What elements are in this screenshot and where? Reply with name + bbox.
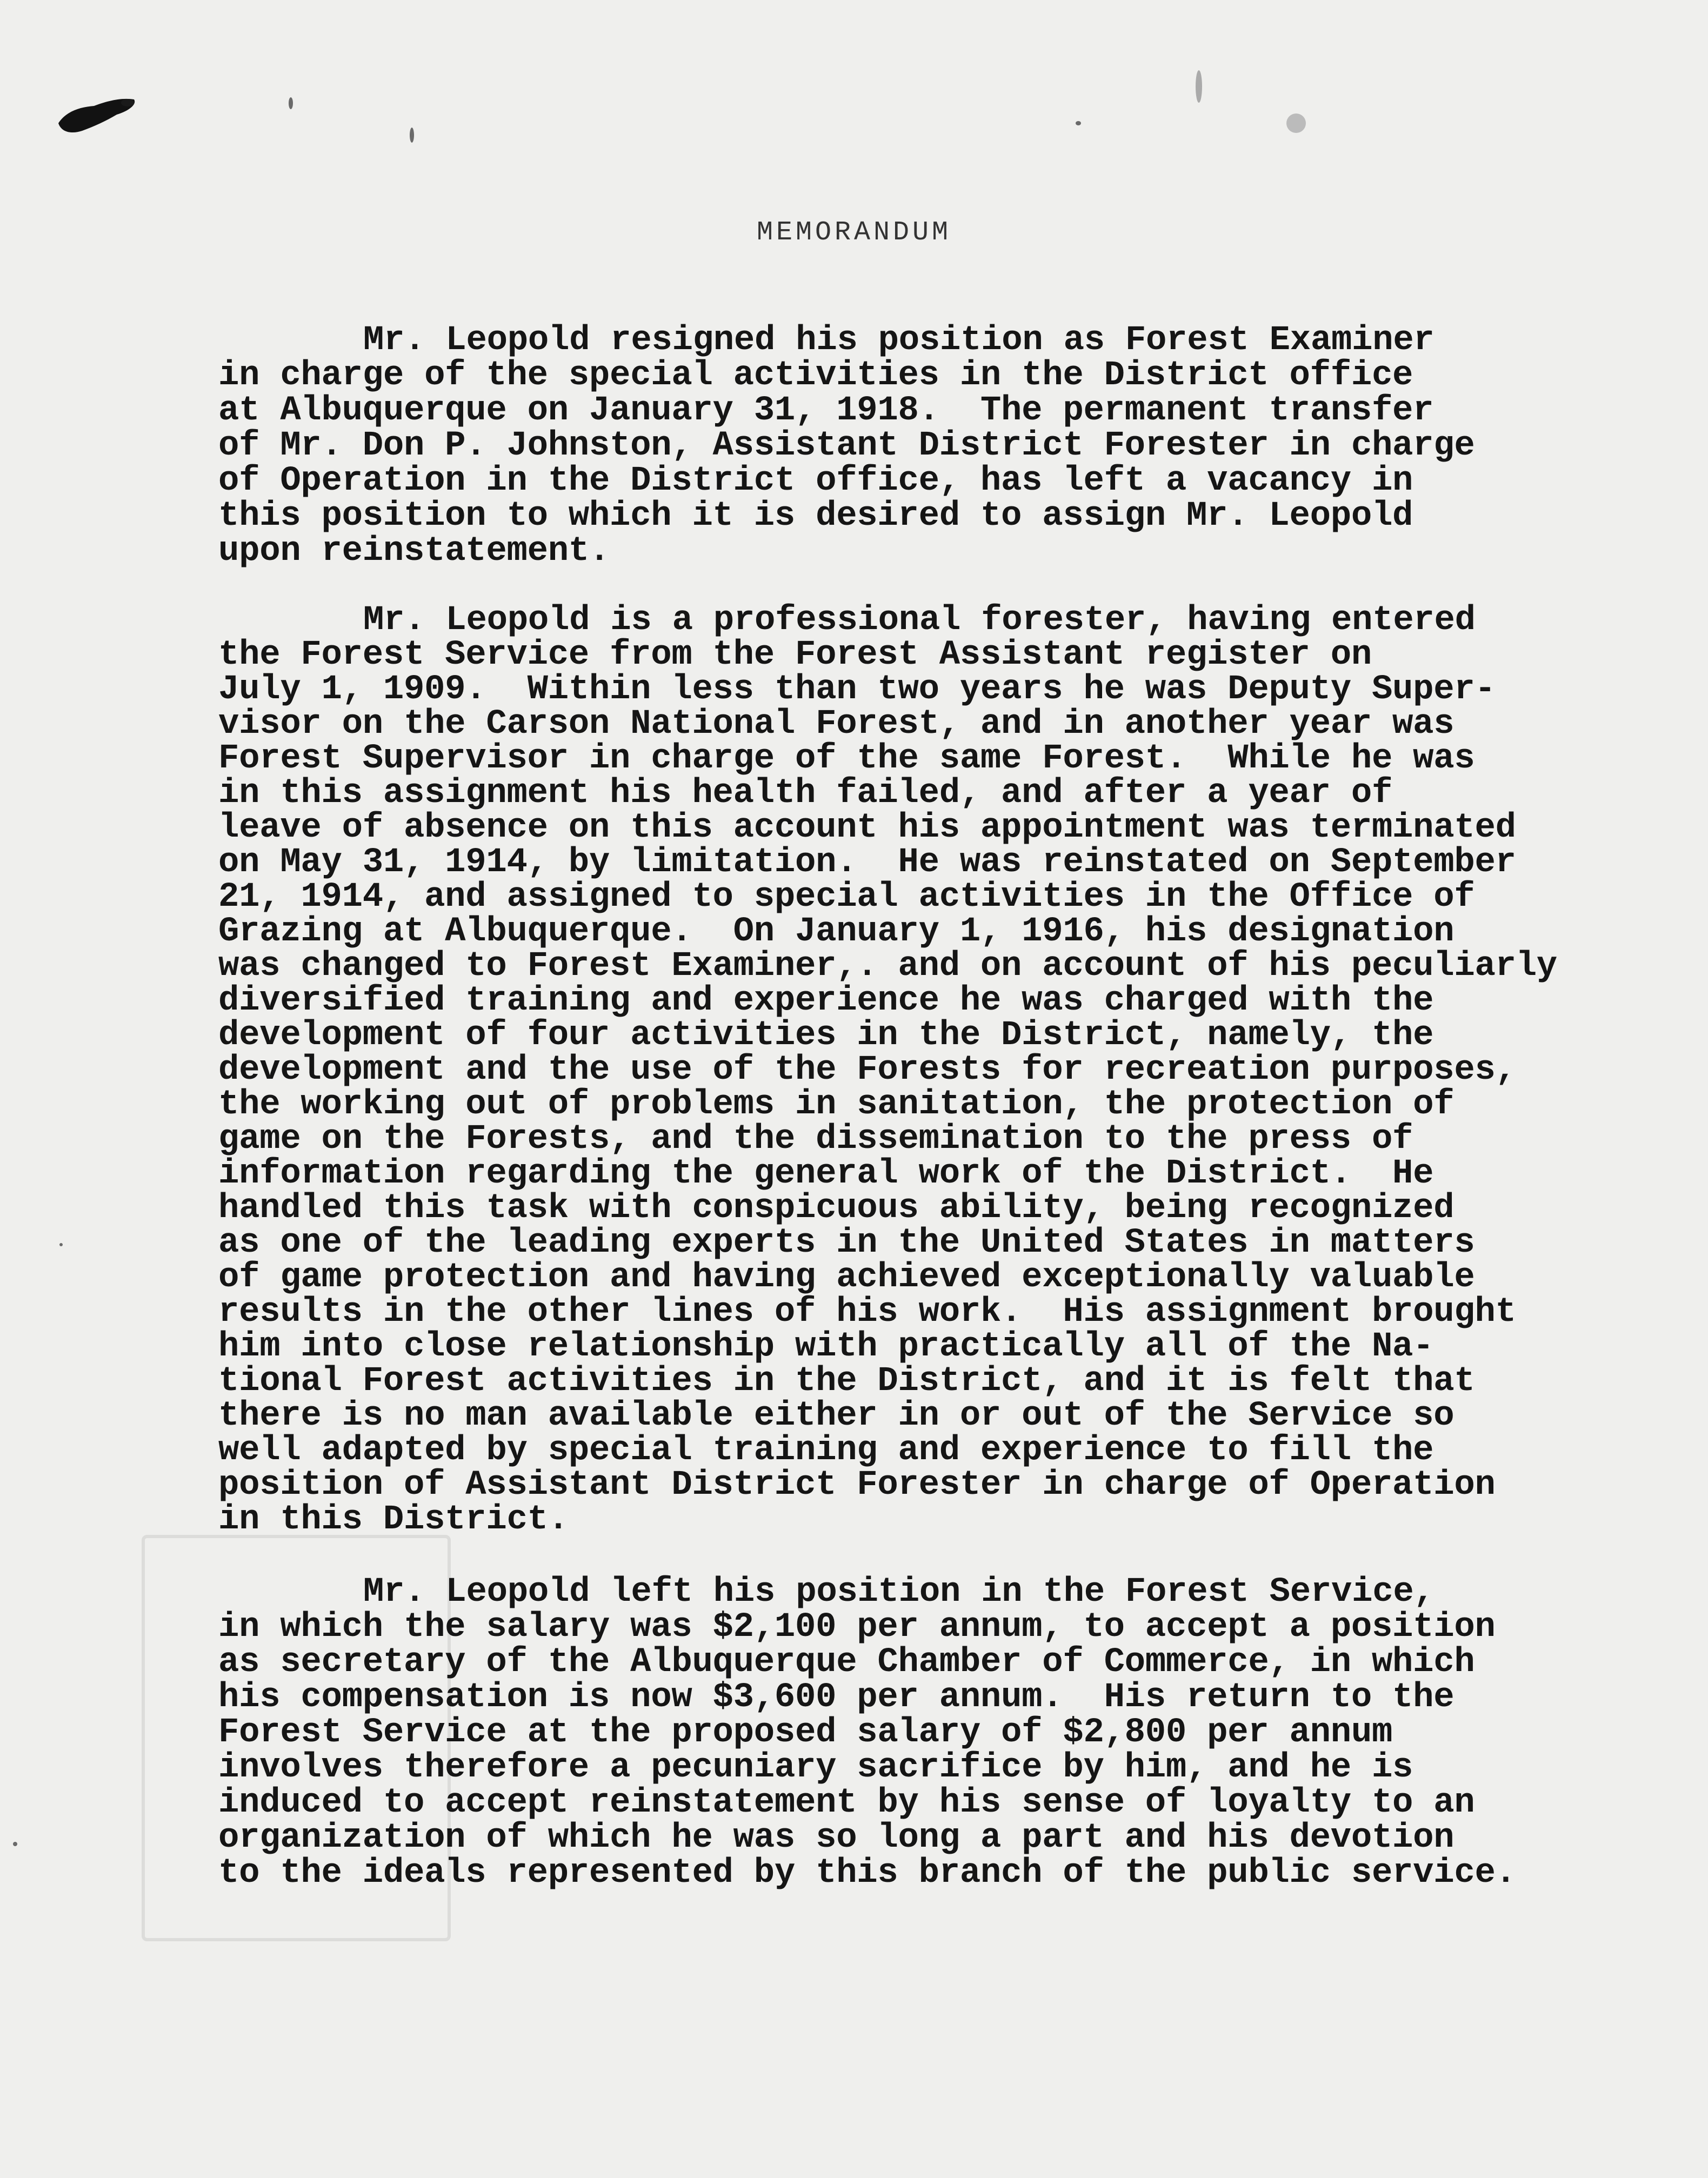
- ink-blot-mark: [56, 95, 137, 135]
- paragraph-3-line: Forest Service at the proposed salary of $2,800 per annum: [218, 1713, 1393, 1752]
- paragraph-1-line: in charge of the special activities in the District office: [218, 356, 1413, 395]
- speck-mark: [289, 97, 293, 109]
- paragraph-2-line: Mr. Leopold is a professional forester, having entered: [363, 601, 1476, 640]
- paragraph-1-line: upon reinstatement.: [218, 532, 610, 571]
- paragraph-2-line: Forest Supervisor in charge of the same Forest. While he was: [218, 739, 1475, 778]
- paragraph-1-line: this position to which it is desired to assign Mr. Leopold: [218, 497, 1413, 536]
- speck-mark: [1286, 113, 1306, 133]
- paragraph-2-line: development of four activities in the District, namely, the: [218, 1016, 1434, 1055]
- paragraph-1-line: of Mr. Don P. Johnston, Assistant District Forester in charge: [218, 426, 1475, 465]
- paragraph-2-line: on May 31, 1914, by limitation. He was reinstated on September: [218, 843, 1516, 882]
- paragraph-2-line: visor on the Carson National Forest, and in another year was: [218, 705, 1455, 744]
- paragraph-2-line: in this District.: [218, 1500, 569, 1539]
- paragraph-2-line: diversified training and experience he was charged with the: [218, 981, 1434, 1020]
- paragraph-1-line: of Operation in the District office, has left a vacancy in: [218, 462, 1413, 500]
- paragraph-2-line: the working out of problems in sanitation, the protection of: [218, 1085, 1455, 1124]
- paragraph-2-line: development and the use of the Forests for recreation purposes,: [218, 1051, 1516, 1090]
- paragraph-2-line: there is no man available either in or out of the Service so: [218, 1397, 1455, 1435]
- memorandum-title: MEMORANDUM: [756, 217, 952, 248]
- speck-mark: [1196, 70, 1202, 103]
- speck-mark: [59, 1243, 63, 1246]
- paragraph-3-line: in which the salary was $2,100 per annum, to accept a position: [218, 1608, 1496, 1647]
- speck-mark: [410, 128, 414, 143]
- paragraph-3-line: induced to accept reinstatement by his sense of loyalty to an: [218, 1783, 1475, 1822]
- paragraph-3-line: as secretary of the Albuquerque Chamber of Commerce, in which: [218, 1643, 1475, 1682]
- paragraph-3-line: his compensation is now $3,600 per annum. His return to the: [218, 1678, 1455, 1717]
- speck-mark: [13, 1842, 17, 1846]
- paragraph-3-line: involves therefore a pecuniary sacrifice by him, and he is: [218, 1748, 1413, 1787]
- paragraph-1-line: Mr. Leopold resigned his position as Forest Examiner: [363, 321, 1435, 360]
- paragraph-1-line: at Albuquerque on January 31, 1918. The permanent transfer: [218, 391, 1434, 430]
- paragraph-2-line: as one of the leading experts in the United States in matters: [218, 1224, 1475, 1262]
- paragraph-2-line: well adapted by special training and experience to fill the: [218, 1431, 1434, 1470]
- paragraph-3-line: organization of which he was so long a part and his devotion: [218, 1819, 1455, 1858]
- paragraph-2-line: game on the Forests, and the dissemination to the press of: [218, 1120, 1413, 1159]
- paragraph-2-line: tional Forest activities in the District, and it is felt that: [218, 1362, 1475, 1401]
- paragraph-2-line: position of Assistant District Forester in charge of Operation: [218, 1466, 1496, 1505]
- paragraph-2-line: him into close relationship with practically all of the Na-: [218, 1327, 1434, 1366]
- paragraph-2-line: July 1, 1909. Within less than two years he was Deputy Super-: [218, 670, 1496, 709]
- paragraph-2-line: results in the other lines of his work. His assignment brought: [218, 1293, 1516, 1332]
- speck-mark: [1076, 121, 1081, 125]
- paragraph-2-line: of game protection and having achieved exceptionally valuable: [218, 1258, 1475, 1297]
- paragraph-2-line: handled this task with conspicuous ability, being recognized: [218, 1189, 1455, 1228]
- paragraph-2-line: Grazing at Albuquerque. On January 1, 1916, his designation: [218, 912, 1455, 951]
- paragraph-2-line: was changed to Forest Examiner,. and on account of his peculiarly: [218, 947, 1557, 986]
- paragraph-3-line: Mr. Leopold left his position in the Forest Service,: [363, 1573, 1435, 1612]
- paragraph-2-line: in this assignment his health failed, and after a year of: [218, 774, 1393, 813]
- paragraph-3-line: to the ideals represented by this branch of the public service.: [218, 1854, 1516, 1893]
- paragraph-2-line: leave of absence on this account his appointment was terminated: [218, 809, 1516, 847]
- paragraph-2-line: the Forest Service from the Forest Assistant register on: [218, 636, 1372, 674]
- paragraph-2-line: information regarding the general work of the District. He: [218, 1154, 1434, 1193]
- paragraph-2-line: 21, 1914, and assigned to special activities in the Office of: [218, 878, 1475, 917]
